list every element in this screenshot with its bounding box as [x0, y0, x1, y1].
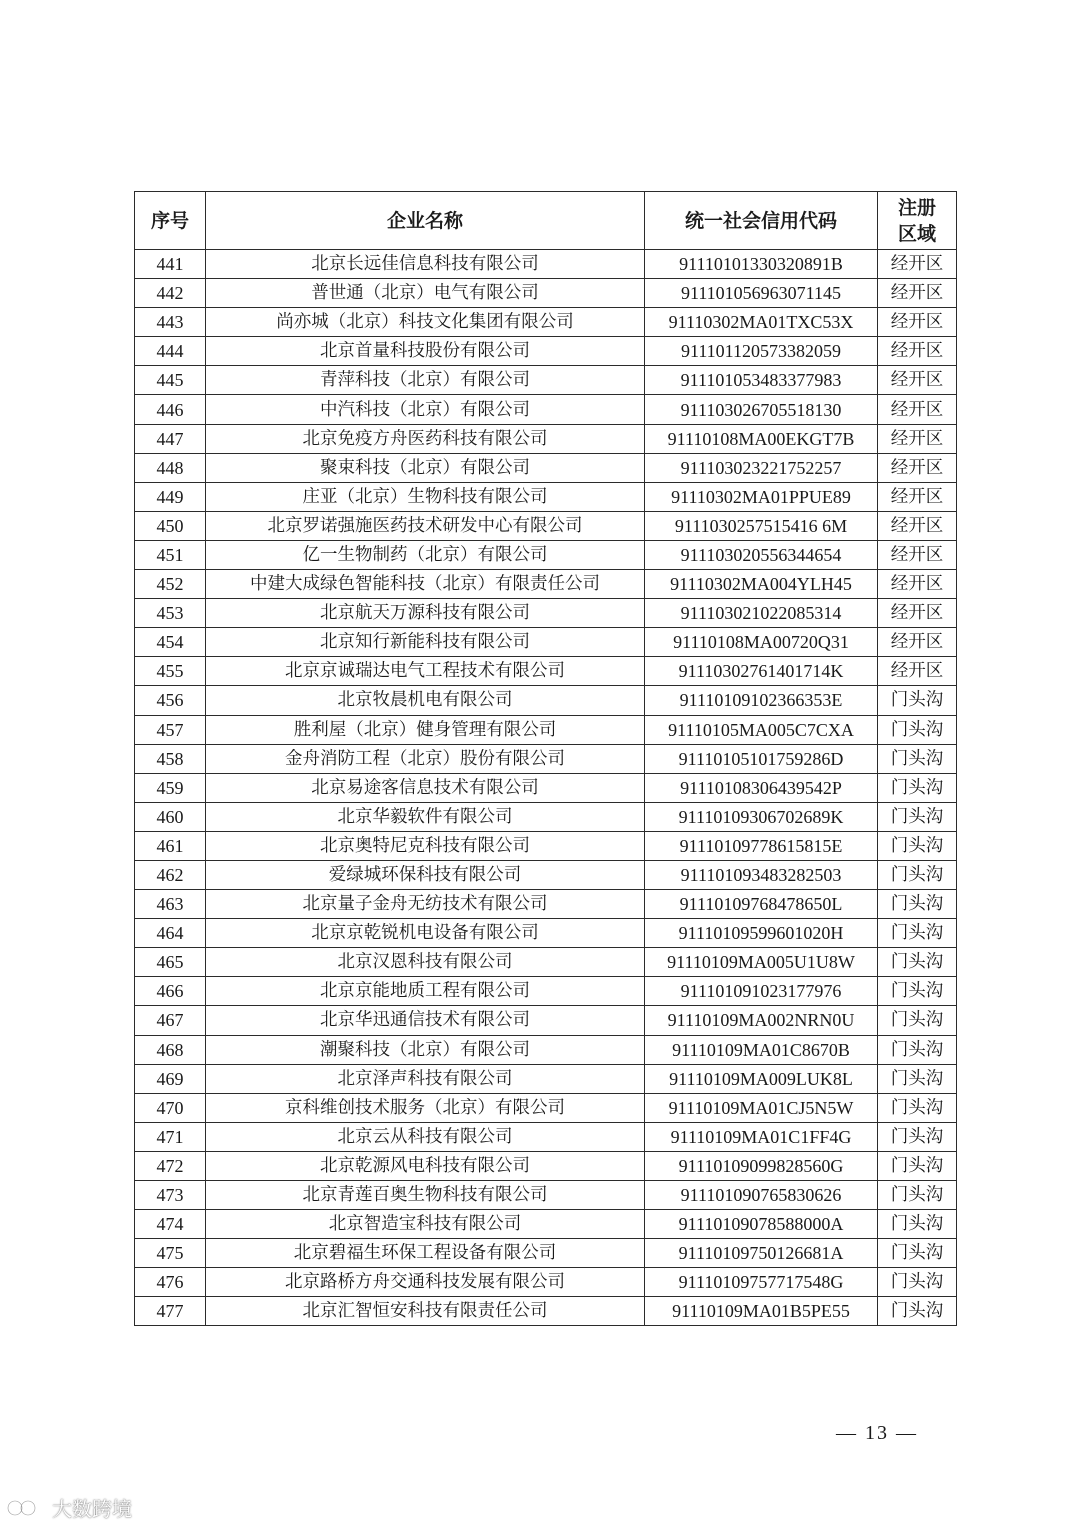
table-row [135, 977, 957, 1006]
cell-region: 门头沟 [878, 744, 957, 773]
table-row [135, 1122, 957, 1151]
cell-region: 门头沟 [878, 890, 957, 919]
cell-credit-code: 91110109768478650L [645, 890, 878, 919]
cell-credit-code: 91110101330320891B [645, 250, 878, 279]
header-seq: 序号 [135, 192, 206, 250]
table-row [135, 599, 957, 628]
cell-company-name: 北京免疫方舟医药科技有限公司 [206, 424, 645, 453]
cell-seq: 473 [135, 1181, 206, 1210]
cell-region: 经开区 [878, 599, 957, 628]
table-row [135, 744, 957, 773]
cell-credit-code: 911103026705518130 [645, 395, 878, 424]
cell-credit-code: 91110109MA01B5PE55 [645, 1297, 878, 1326]
cell-region: 经开区 [878, 395, 957, 424]
cell-seq: 470 [135, 1093, 206, 1122]
cell-seq: 442 [135, 279, 206, 308]
cell-region: 门头沟 [878, 1268, 957, 1297]
cell-seq: 444 [135, 337, 206, 366]
cell-region: 门头沟 [878, 1239, 957, 1268]
cell-company-name: 北京青莲百奥生物科技有限公司 [206, 1181, 645, 1210]
cell-region: 经开区 [878, 366, 957, 395]
cell-region: 经开区 [878, 570, 957, 599]
cell-credit-code: 91110109MA01C1FF4G [645, 1122, 878, 1151]
cell-region: 经开区 [878, 657, 957, 686]
cell-company-name: 尚亦城（北京）科技文化集团有限公司 [206, 308, 645, 337]
cell-credit-code: 91110105101759286D [645, 744, 878, 773]
cell-credit-code: 911101091023177976 [645, 977, 878, 1006]
cell-credit-code: 911101120573382059 [645, 337, 878, 366]
cell-credit-code: 91110109MA009LUK8L [645, 1064, 878, 1093]
cell-credit-code: 911103020556344654 [645, 540, 878, 569]
cell-region: 经开区 [878, 424, 957, 453]
cell-company-name: 北京路桥方舟交通科技发展有限公司 [206, 1268, 645, 1297]
table-row [135, 1093, 957, 1122]
cell-credit-code: 91110109MA01CJ5N5W [645, 1093, 878, 1122]
table-row [135, 860, 957, 889]
cell-region: 经开区 [878, 482, 957, 511]
cell-credit-code: 91110109MA005U1U8W [645, 948, 878, 977]
cell-credit-code: 9111030257515416 6M [645, 511, 878, 540]
cell-region: 门头沟 [878, 773, 957, 802]
cell-credit-code: 91110109078588000A [645, 1210, 878, 1239]
cell-seq: 458 [135, 744, 206, 773]
cell-region: 门头沟 [878, 1035, 957, 1064]
table-row [135, 366, 957, 395]
cell-seq: 451 [135, 540, 206, 569]
watermark-text: 大数跨境 [52, 1497, 132, 1521]
cell-seq: 446 [135, 395, 206, 424]
cell-company-name: 亿一生物制药（北京）有限公司 [206, 540, 645, 569]
cell-company-name: 胜利屋（北京）健身管理有限公司 [206, 715, 645, 744]
cell-seq: 449 [135, 482, 206, 511]
cell-region: 门头沟 [878, 1151, 957, 1180]
cell-region: 经开区 [878, 628, 957, 657]
cell-seq: 467 [135, 1006, 206, 1035]
cell-region: 门头沟 [878, 715, 957, 744]
cell-company-name: 潮聚科技（北京）有限公司 [206, 1035, 645, 1064]
cell-seq: 455 [135, 657, 206, 686]
cell-company-name: 北京京能地质工程有限公司 [206, 977, 645, 1006]
header-name: 企业名称 [206, 192, 645, 250]
table-row [135, 1035, 957, 1064]
table-row [135, 1297, 957, 1326]
cell-company-name: 北京长远佳信息科技有限公司 [206, 250, 645, 279]
cell-company-name: 庄亚（北京）生物科技有限公司 [206, 482, 645, 511]
cell-region: 经开区 [878, 511, 957, 540]
cell-seq: 477 [135, 1297, 206, 1326]
header-region-line2: 区域 [897, 222, 936, 245]
cell-company-name: 北京京乾锐机电设备有限公司 [206, 919, 645, 948]
table-row [135, 715, 957, 744]
table-row [135, 1064, 957, 1093]
cell-credit-code: 91110109778615815E [645, 831, 878, 860]
table-row [135, 1181, 957, 1210]
cell-company-name: 北京罗诺强施医药技术研发中心有限公司 [206, 511, 645, 540]
cell-region: 门头沟 [878, 1122, 957, 1151]
cell-seq: 450 [135, 511, 206, 540]
table-row [135, 686, 957, 715]
table-row [135, 570, 957, 599]
cell-seq: 454 [135, 628, 206, 657]
cell-region: 经开区 [878, 279, 957, 308]
cell-credit-code: 91110108MA00720Q31 [645, 628, 878, 657]
cell-region: 门头沟 [878, 1181, 957, 1210]
table-row [135, 1239, 957, 1268]
cell-region: 经开区 [878, 540, 957, 569]
cell-company-name: 中汽科技（北京）有限公司 [206, 395, 645, 424]
cell-company-name: 北京航天万源科技有限公司 [206, 599, 645, 628]
table-row [135, 453, 957, 482]
header-code: 统一社会信用代码 [645, 192, 878, 250]
cell-credit-code: 91110105MA005C7CXA [645, 715, 878, 744]
cell-seq: 461 [135, 831, 206, 860]
header-region [878, 192, 957, 250]
cell-company-name: 北京乾源风电科技有限公司 [206, 1151, 645, 1180]
watermark [6, 1493, 132, 1522]
table-row [135, 279, 957, 308]
table-row [135, 890, 957, 919]
table-row [135, 337, 957, 366]
cell-company-name: 北京奥特尼克科技有限公司 [206, 831, 645, 860]
table-row [135, 802, 957, 831]
cell-credit-code: 91110108306439542P [645, 773, 878, 802]
cell-seq: 457 [135, 715, 206, 744]
cell-region: 门头沟 [878, 1210, 957, 1239]
cell-company-name: 北京华毅软件有限公司 [206, 802, 645, 831]
table-row [135, 511, 957, 540]
cell-company-name: 北京汇智恒安科技有限责任公司 [206, 1297, 645, 1326]
cell-region: 门头沟 [878, 1297, 957, 1326]
cell-seq: 456 [135, 686, 206, 715]
cell-region: 门头沟 [878, 1006, 957, 1035]
cell-company-name: 北京汉恩科技有限公司 [206, 948, 645, 977]
table-row [135, 308, 957, 337]
cell-seq: 476 [135, 1268, 206, 1297]
cell-company-name: 北京量子金舟无纺技术有限公司 [206, 890, 645, 919]
cell-company-name: 京科维创技术服务（北京）有限公司 [206, 1093, 645, 1122]
cell-credit-code: 91110109099828560G [645, 1151, 878, 1180]
cell-credit-code: 911101056963071145 [645, 279, 878, 308]
cell-region: 门头沟 [878, 1093, 957, 1122]
cell-credit-code: 91110109599601020H [645, 919, 878, 948]
watermark-logo-icon [6, 1497, 46, 1519]
cell-credit-code: 91110109102366353E [645, 686, 878, 715]
cell-company-name: 北京知行新能科技有限公司 [206, 628, 645, 657]
cell-region: 门头沟 [878, 802, 957, 831]
cell-credit-code: 91110109306702689K [645, 802, 878, 831]
cell-region: 经开区 [878, 308, 957, 337]
cell-seq: 462 [135, 860, 206, 889]
table-body [135, 250, 957, 1326]
table-row [135, 1006, 957, 1035]
cell-credit-code: 91110302MA01TXC53X [645, 308, 878, 337]
cell-region: 经开区 [878, 337, 957, 366]
table-row [135, 628, 957, 657]
cell-seq: 447 [135, 424, 206, 453]
cell-region: 经开区 [878, 453, 957, 482]
cell-company-name: 北京碧福生环保工程设备有限公司 [206, 1239, 645, 1268]
cell-seq: 475 [135, 1239, 206, 1268]
cell-region: 门头沟 [878, 977, 957, 1006]
table-row [135, 250, 957, 279]
cell-seq: 466 [135, 977, 206, 1006]
cell-seq: 445 [135, 366, 206, 395]
cell-credit-code: 911101093483282503 [645, 860, 878, 889]
cell-company-name: 北京智造宝科技有限公司 [206, 1210, 645, 1239]
cell-seq: 471 [135, 1122, 206, 1151]
cell-credit-code: 91110108MA00EKGT7B [645, 424, 878, 453]
cell-seq: 443 [135, 308, 206, 337]
table-row [135, 482, 957, 511]
cell-seq: 448 [135, 453, 206, 482]
cell-company-name: 北京牧晨机电有限公司 [206, 686, 645, 715]
cell-credit-code: 91110109MA01C8670B [645, 1035, 878, 1064]
table-header [135, 192, 957, 250]
cell-credit-code: 91110302761401714K [645, 657, 878, 686]
cell-seq: 468 [135, 1035, 206, 1064]
cell-credit-code: 91110109MA002NRN0U [645, 1006, 878, 1035]
cell-seq: 441 [135, 250, 206, 279]
cell-credit-code: 911101090765830626 [645, 1181, 878, 1210]
table-row [135, 919, 957, 948]
cell-credit-code: 91110302MA004YLH45 [645, 570, 878, 599]
header-region-line1: 注册 [897, 196, 936, 219]
cell-company-name: 青萍科技（北京）有限公司 [206, 366, 645, 395]
cell-company-name: 北京泽声科技有限公司 [206, 1064, 645, 1093]
cell-company-name: 爱绿城环保科技有限公司 [206, 860, 645, 889]
table-row [135, 395, 957, 424]
cell-credit-code: 91110302MA01PPUE89 [645, 482, 878, 511]
cell-seq: 472 [135, 1151, 206, 1180]
cell-credit-code: 91110109757717548G [645, 1268, 878, 1297]
cell-region: 门头沟 [878, 919, 957, 948]
cell-seq: 459 [135, 773, 206, 802]
cell-company-name: 聚束科技（北京）有限公司 [206, 453, 645, 482]
cell-seq: 463 [135, 890, 206, 919]
cell-region: 门头沟 [878, 948, 957, 977]
cell-company-name: 北京云从科技有限公司 [206, 1122, 645, 1151]
cell-credit-code: 91110109750126681A [645, 1239, 878, 1268]
cell-region: 门头沟 [878, 860, 957, 889]
cell-region: 门头沟 [878, 686, 957, 715]
cell-seq: 469 [135, 1064, 206, 1093]
cell-seq: 465 [135, 948, 206, 977]
cell-seq: 453 [135, 599, 206, 628]
cell-seq: 452 [135, 570, 206, 599]
table-row [135, 948, 957, 977]
cell-seq: 464 [135, 919, 206, 948]
cell-region: 门头沟 [878, 831, 957, 860]
cell-company-name: 普世通（北京）电气有限公司 [206, 279, 645, 308]
table-row [135, 657, 957, 686]
table-row [135, 424, 957, 453]
table-row [135, 831, 957, 860]
cell-company-name: 北京京诚瑞达电气工程技术有限公司 [206, 657, 645, 686]
table-row [135, 1210, 957, 1239]
enterprise-table-container [134, 191, 956, 1326]
cell-seq: 460 [135, 802, 206, 831]
enterprise-table [134, 191, 957, 1326]
table-row [135, 1268, 957, 1297]
cell-company-name: 中建大成绿色智能科技（北京）有限责任公司 [206, 570, 645, 599]
table-row [135, 773, 957, 802]
table-row [135, 540, 957, 569]
page-number: — 13 — [836, 1422, 918, 1444]
cell-company-name: 北京易途客信息技术有限公司 [206, 773, 645, 802]
cell-company-name: 北京华迅通信技术有限公司 [206, 1006, 645, 1035]
cell-credit-code: 911101053483377983 [645, 366, 878, 395]
cell-region: 经开区 [878, 250, 957, 279]
cell-credit-code: 911103023221752257 [645, 453, 878, 482]
table-row [135, 1151, 957, 1180]
cell-credit-code: 911103021022085314 [645, 599, 878, 628]
cell-company-name: 金舟消防工程（北京）股份有限公司 [206, 744, 645, 773]
cell-company-name: 北京首量科技股份有限公司 [206, 337, 645, 366]
cell-seq: 474 [135, 1210, 206, 1239]
cell-region: 门头沟 [878, 1064, 957, 1093]
